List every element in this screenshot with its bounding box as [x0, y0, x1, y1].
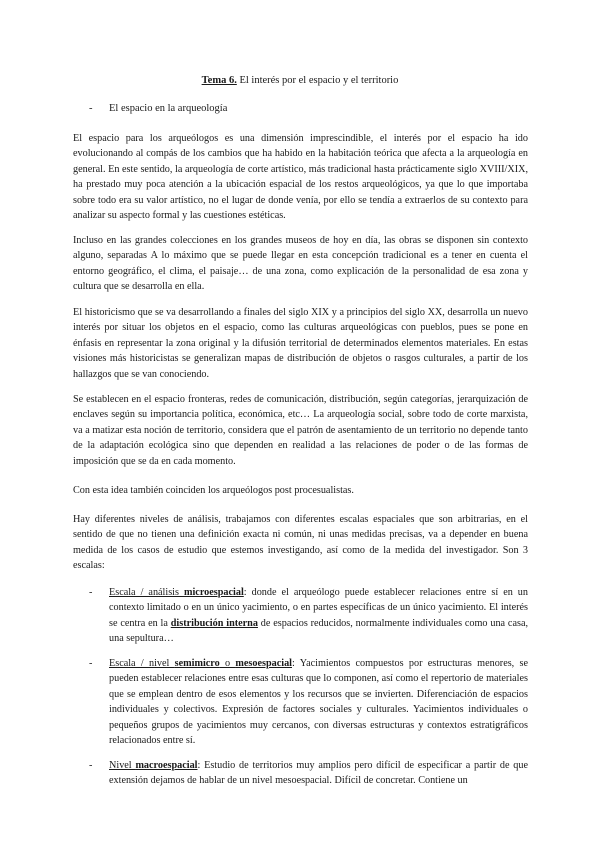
bullet-term-2: distribución interna: [170, 617, 258, 629]
list-item-microespacial: [89, 585, 528, 647]
section-dash: -: [89, 103, 93, 114]
bullet-term: microespacial: [183, 587, 244, 598]
bullet-term: macroespacial: [135, 760, 198, 771]
list-item-macroespacial: [89, 758, 528, 789]
bullet-dash: -: [89, 760, 93, 771]
bullet-text-2: de espacios reducidos, normalmente individuales como una casa, una sepultura…: [109, 617, 529, 645]
bullet-term: semimicro: [174, 658, 220, 669]
section-heading-text: El espacio en la arqueología: [109, 103, 228, 114]
page-title: [0, 74, 600, 88]
bullet-lead: Escala / nivel: [109, 658, 175, 669]
paragraph-5: Con esta idea también coinciden los arqueólogos post procesualistas.: [73, 485, 354, 496]
bullet-lead: Nivel: [109, 760, 136, 771]
bullet-lead: Escala / análisis: [109, 587, 184, 598]
list-item-mesoespacial: [89, 656, 528, 748]
bullet-term-2: mesoespacial: [235, 658, 292, 669]
bullet-connector: o: [219, 658, 236, 669]
title-label: Tema 6.: [201, 75, 237, 86]
section-heading: [89, 102, 227, 116]
paragraph-6: Hay diferentes niveles de análisis, trabajamos con diferentes escalas espaciales que son arbitrarias, en el sentido de que no tienen una definición exacta ni común, ni unas medidas precisas, va a depender en buena medida de los casos de estudio que estemos investigando, así como de la medida del investigador. Son 3 escalas:: [73, 514, 528, 572]
paragraph-3: El historicismo que se va desarrollando a finales del siglo XIX y a principios del siglo XX, desarrolla un nuevo interés por situar los objetos en el espacio, como las culturas arqueológicas con pueblos, pues se pone en énfasis en representar la zona original y la difusión territorial de determinados elementos materiales. En estas visiones más historicistas se generalizan mapas de distribución de objetos o rasgos culturales, a partir de los hallazgos que se van conociendo.: [73, 307, 528, 380]
bullet-text: : Estudio de territorios muy amplios pero difícil de especificar a partir de que extensión dejamos de hablar de un nivel mesoespacial. Difícil de concretar. Contiene un: [109, 760, 529, 787]
paragraph-1: El espacio para los arqueólogos es una dimensión imprescindible, el interés por el espacio ha ido evolucionando al compás de los cambios que ha habido en la habitación teórica que afecta a la arqueología en general. En este sentido, la arqueología de corte artístico, más tradicional hasta prácticamente siglo XVIII/XIX, ha prestado muy poca atención a la ubicación espacial de los restos arqueológicos, ya que lo que importaba sobre todo era su valor artístico, no el lugar de donde venía, por ello se tendía a extraerlos de su contexto para analizar su aspecto formal y las cuestiones estéticas.: [73, 133, 528, 222]
bullet-text: : Yacimientos compuestos por estructuras menores, se pueden establecer relaciones entre esas culturas que lo componen, así como el repertorio de materiales que se emplean dentro de esos elementos y los recursos que se invierten. Diferenciación de espacios individuales y colectivos. Expresión de factores sociales y culturales. Yacimientos individuales o pequeños grupos de yacimientos muy cercanos, con diversas estructuras y contextos estratigráficos relacionados entre sí.: [109, 658, 528, 747]
bullet-text: : donde el arqueólogo puede establecer relaciones entre sí en un contexto limitado o en un único yacimiento, o en partes específicas de un único yacimiento. El interés se centra en la: [109, 587, 528, 629]
title-text: El interés por el espacio y el territorio: [236, 75, 399, 86]
paragraph-4: Se establecen en el espacio fronteras, redes de comunicación, distribución, según categorías, jerarquización de enclaves según su importancia política, económica, etc… La arqueología social, sobre todo de corte marxista, va a matizar esta noción de territorio, considera que el patrón de asentamiento de un territorio no depende tanto de la adaptación ecológica sino que dependen en realidad a las relaciones de poder o de las formas de imposición que se da en cada momento.: [73, 394, 528, 467]
bullet-dash: -: [89, 587, 93, 598]
bullet-dash: -: [89, 658, 93, 669]
paragraph-2: Incluso en las grandes colecciones en los grandes museos de hoy en día, las obras se disponen sin contexto alguno, separadas A lo máximo que se puede llegar en esta concepción tradicional es a tener en cuenta el entorno geográfico, el clima, el paisaje… de una zona, como explicación de la personalidad de esa zona y cultura que se desarrolla en ella.: [73, 235, 528, 293]
